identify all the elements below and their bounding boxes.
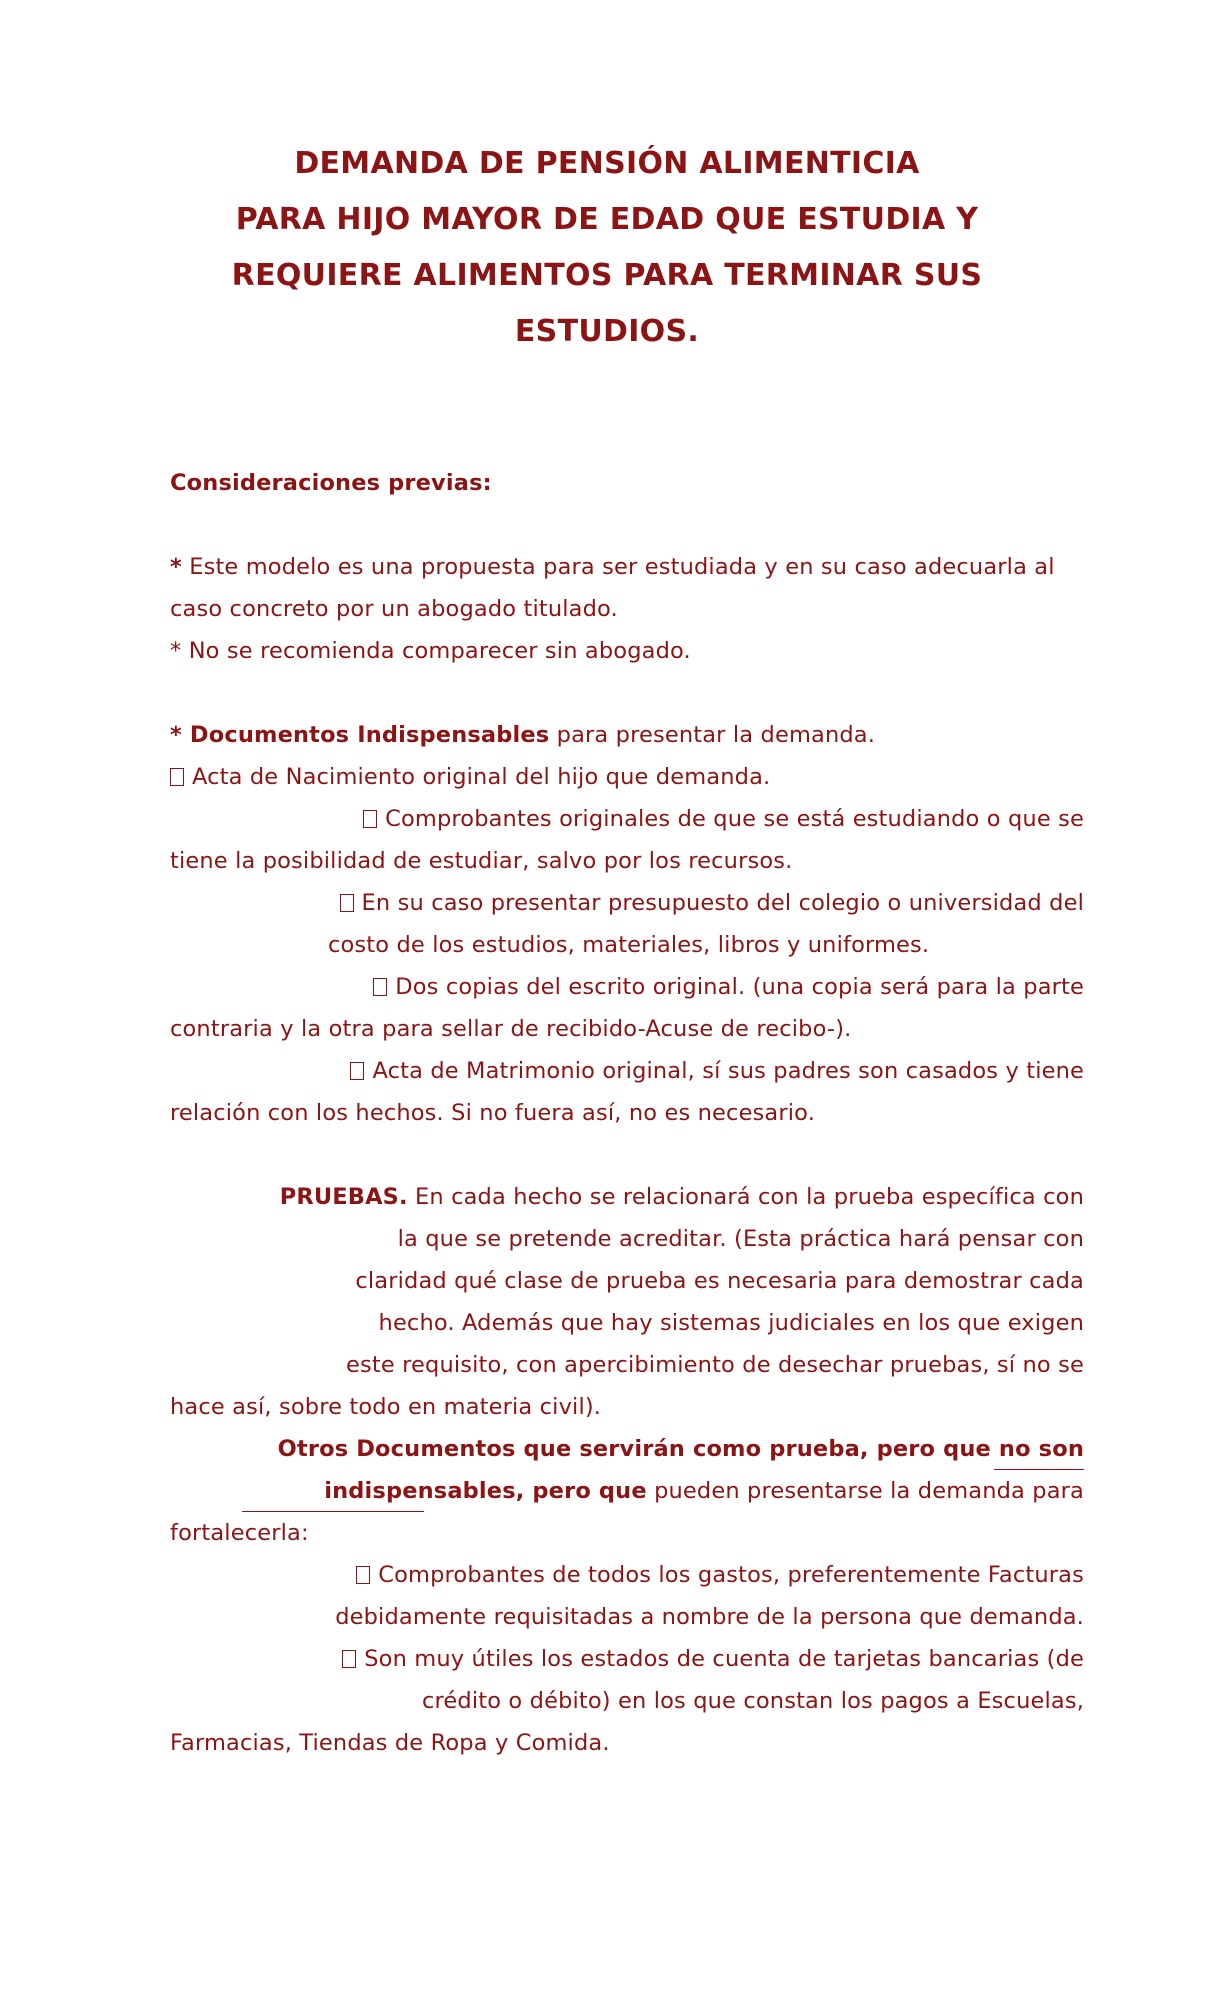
documents-heading-rest: para presentar la demanda. xyxy=(549,722,876,748)
missing-glyph-bullet-icon xyxy=(170,768,184,786)
document-item-text: En su caso presentar presupuesto del colegio o universidad del xyxy=(361,890,1084,916)
pruebas-paragraph-line-2: la que se pretende acreditar. (Esta práctica hará pensar con xyxy=(397,1226,1084,1252)
otros-heading-line-1: Otros Documentos que servirán como prueba, pero que no son xyxy=(277,1436,1084,1462)
otros-heading-end: fortalecerla: xyxy=(170,1520,309,1546)
missing-glyph-bullet-icon xyxy=(350,1062,364,1080)
pruebas-text: En cada hecho se relacionará con la prueba específica con xyxy=(407,1184,1084,1210)
document-item-2-cont: tiene la posibilidad de estudiar, salvo por los recursos. xyxy=(170,848,793,874)
otros-item-2-end: Farmacias, Tiendas de Ropa y Comida. xyxy=(170,1730,610,1756)
consideration-text: Este modelo es una propuesta para ser estudiada y en su caso adecuarla al xyxy=(181,554,1055,580)
document-body xyxy=(170,462,1084,1764)
document-item-4 xyxy=(170,966,1084,1008)
star-marker: * xyxy=(170,554,182,580)
missing-glyph-bullet-icon xyxy=(342,1650,356,1668)
consideration-item-1-cont: caso concreto por un abogado titulado. xyxy=(170,596,618,622)
documents-heading xyxy=(170,714,1084,756)
document-item-3 xyxy=(170,882,1084,924)
document-item-text: Comprobantes originales de que se está estudiando o que se xyxy=(385,806,1084,832)
otros-item-2-cont: crédito o débito) en los que constan los pagos a Escuelas, xyxy=(421,1688,1084,1714)
document-item-5-cont: relación con los hechos. Si no fuera así, no es necesario. xyxy=(170,1100,815,1126)
missing-glyph-bullet-icon xyxy=(363,810,377,828)
document-item-text: Acta de Matrimonio original, sí sus padres son casados y tiene xyxy=(372,1058,1084,1084)
otros-item-1 xyxy=(170,1554,1084,1596)
document-item-4-cont: contraria y la otra para sellar de recibido-Acuse de recibo-). xyxy=(170,1016,852,1042)
missing-glyph-bullet-icon xyxy=(340,894,354,912)
otros-heading-rest: pueden presentarse la demanda para xyxy=(646,1478,1084,1504)
missing-glyph-bullet-icon xyxy=(356,1566,370,1584)
pruebas-paragraph-line-4: hecho. Además que hay sistemas judiciales en los que exigen xyxy=(378,1310,1084,1336)
consideration-item-2: * No se recomienda comparecer sin abogado. xyxy=(170,638,691,664)
otros-item-text: Comprobantes de todos los gastos, preferentemente Facturas xyxy=(378,1562,1084,1588)
pruebas-paragraph-line-5: este requisito, con apercibimiento de desechar pruebas, sí no se xyxy=(345,1352,1084,1378)
otros-heading-line-3 xyxy=(170,1512,1084,1554)
pruebas-label: PRUEBAS. xyxy=(279,1184,408,1210)
document-item-text: Dos copias del escrito original. (una copia será para la parte xyxy=(395,974,1084,1000)
otros-item-2 xyxy=(170,1638,1084,1680)
title-line-1: DEMANDA DE PENSIÓN ALIMENTICIA xyxy=(294,146,920,181)
document-item-3-cont: costo de los estudios, materiales, libros y uniformes. xyxy=(328,932,930,958)
documents-heading-bold: * Documentos Indispensables xyxy=(170,722,550,748)
document-item-text: Acta de Nacimiento original del hijo que demanda. xyxy=(192,764,771,790)
pruebas-paragraph-line-6: hace así, sobre todo en materia civil). xyxy=(170,1394,602,1420)
document-item-5 xyxy=(170,1050,1084,1092)
otros-item-1-cont: debidamente requisitadas a nombre de la persona que demanda. xyxy=(335,1604,1084,1630)
missing-glyph-bullet-icon xyxy=(373,978,387,996)
otros-heading-bold: indispensables, pero que xyxy=(324,1478,647,1504)
pruebas-paragraph-line-3: claridad qué clase de prueba es necesaria para demostrar cada xyxy=(355,1268,1084,1294)
consideration-item-1 xyxy=(170,546,1084,588)
considerations-heading: Consideraciones previas: xyxy=(170,470,492,496)
otros-heading-line-2 xyxy=(170,1470,1084,1512)
document-item-2 xyxy=(170,798,1084,840)
underline-rule-1 xyxy=(994,1469,1084,1470)
document-title xyxy=(150,136,1064,360)
title-line-4: ESTUDIOS. xyxy=(514,314,700,349)
pruebas-paragraph-line-1 xyxy=(170,1176,1084,1218)
document-item-1 xyxy=(170,756,1084,798)
otros-item-text: Son muy útiles los estados de cuenta de tarjetas bancarias (de xyxy=(364,1646,1084,1672)
title-line-2: PARA HIJO MAYOR DE EDAD QUE ESTUDIA Y xyxy=(235,202,979,237)
title-line-3: REQUIERE ALIMENTOS PARA TERMINAR SUS xyxy=(231,258,983,293)
underline-rule-2 xyxy=(242,1511,424,1512)
